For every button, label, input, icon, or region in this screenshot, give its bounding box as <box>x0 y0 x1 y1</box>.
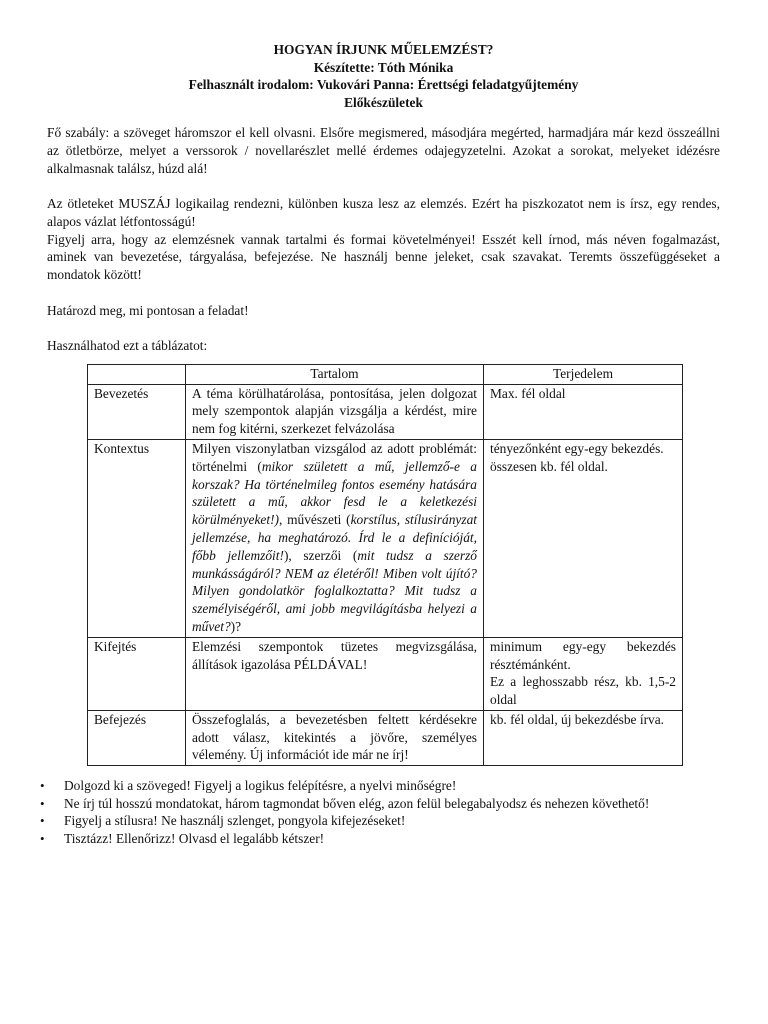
row-content: A téma körülhatárolása, pontosítása, jelen dolgozat mely szempontok alapján vizsgálja a kérdést, mire nem fog kitérni, szerkezet felvázolása <box>186 384 484 439</box>
table-header-row <box>88 364 683 384</box>
bullet-icon: • <box>40 795 45 811</box>
extent-line: Max. fél oldal <box>490 385 566 401</box>
paragraph-table-intro: Használhatod ezt a táblázatot: <box>47 337 208 353</box>
paragraph-requirements: Figyelj arra, hogy az elemzésnek vannak tartalmi és formai követelményei! Esszét kell írnod, más néven fogalmazást, aminek van bevezetése, tárgyalása, befejezése. Ne használj benne jeleket, csak szavakat. Teremts összefüggéseket a mondatok között! <box>47 231 720 283</box>
extent-line: tényezőnként egy-egy bekezdés. <box>490 440 664 456</box>
row-label: Bevezetés <box>88 384 186 439</box>
document-page <box>40 41 720 847</box>
paragraph-main-rule: Fő szabály: a szöveget háromszor el kell olvasni. Elsőre megismered, másodjára megérted, harmadjára már kezd összeállni az ötletbörze, melyet a verssorok / novellarészlet mellé érdemes odajegyzetelni. Azokat a sorokat, melyeket idézésre alkalmasnak találsz, húzd alá! <box>47 125 720 176</box>
table-row <box>88 439 683 637</box>
list-item <box>40 777 720 794</box>
content-text: , művészeti ( <box>279 512 351 528</box>
extent-line: kb. fél oldal, új bekezdésbe írva. <box>490 711 665 727</box>
tips-list <box>40 777 720 847</box>
content-italic: mikor született a mű, jellemző-e a korszak? Ha történelmileg fontos esemény hatására született a mű, akkor fesd le a keletkezési körülményeket!) <box>192 458 478 528</box>
row-content: Összefoglalás, a bevezetésben feltett kérdésekre adott válasz, kitekintés a jövőre, személyes vélemény. Új információt ide már ne írj! <box>186 710 484 765</box>
list-item-text: Figyelj a stílusra! Ne használj szlenget, pongyola kifejezéseket! <box>64 813 406 829</box>
paragraph-task: Határozd meg, mi pontosan a feladat! <box>47 302 249 318</box>
extent-line: összesen kb. fél oldal. <box>490 458 608 474</box>
table-header-content: Tartalom <box>186 364 484 384</box>
table-header-extent: Terjedelem <box>484 364 683 384</box>
content-italic: korstílus, stílusirányzat jellemzése, ha meghatározó. Írd le a definícióját, főbb jellemzőit! <box>192 512 477 563</box>
extent-line: Ez a leghosszabb rész, kb. 1,5-2 oldal <box>490 674 676 708</box>
list-item-text: Ne írj túl hosszú mondatokat, három tagmondat bőven elég, azon felül belegabalyodsz és nehezen követhető! <box>64 795 650 811</box>
extent-line: minimum egy-egy bekezdés résztémánként. <box>490 638 676 672</box>
row-extent <box>484 384 683 439</box>
list-item <box>40 795 720 812</box>
source-line: Felhasznált irodalom: Vukovári Panna: Érettségi feladatgyűjtemény <box>188 77 579 92</box>
row-label: Befejezés <box>88 710 186 765</box>
list-item-text: Dolgozd ki a szöveged! Figyelj a logikus felépítésre, a nyelvi minőségre! <box>64 778 457 794</box>
table-row <box>88 710 683 765</box>
content-text: ), szerzői ( <box>283 547 358 563</box>
table-header-empty <box>88 364 186 384</box>
section-heading: Előkészületek <box>344 94 423 110</box>
list-item-text: Tisztázz! Ellenőrizz! Olvasd el legalább kétszer! <box>64 830 325 846</box>
bullet-icon: • <box>40 830 45 846</box>
author-line: Készítette: Tóth Mónika <box>313 59 454 75</box>
paragraph-ideas: Az ötleteket MUSZÁJ logikailag rendezni, különben kusza lesz az elemzés. Ezért ha piszkozatot nem is írsz, egy rendes, alapos vázlat létfontosságú! <box>47 195 720 229</box>
row-label: Kifejtés <box>88 637 186 710</box>
table-row <box>88 384 683 439</box>
bullet-icon: • <box>40 778 45 794</box>
row-extent <box>484 439 683 637</box>
row-content: Elemzési szempontok tüzetes megvizsgálása, állítások igazolása PÉLDÁVAL! <box>186 637 484 710</box>
essay-structure-table <box>87 364 683 767</box>
list-item <box>40 830 720 847</box>
content-text: )? <box>230 618 242 634</box>
content-italic: mit tudsz a szerző munkásságáról? NEM az életéről! Miben volt újító? Milyen gondolatkör foglalkoztatta? Mit tudsz a személyiségéről, ami jobb megvilágításba helyezi a művet? <box>192 547 477 634</box>
list-item <box>40 812 720 829</box>
bullet-icon: • <box>40 813 45 829</box>
row-extent <box>484 637 683 710</box>
row-label: Kontextus <box>88 439 186 637</box>
row-extent <box>484 710 683 765</box>
document-title: HOGYAN ÍRJUNK MŰELEMZÉST? <box>273 42 494 57</box>
table-row <box>88 637 683 710</box>
row-content <box>186 439 484 637</box>
document-header <box>47 41 720 111</box>
content-text: Milyen viszonylatban vizsgálod az adott problémát: történelmi ( <box>192 440 477 474</box>
